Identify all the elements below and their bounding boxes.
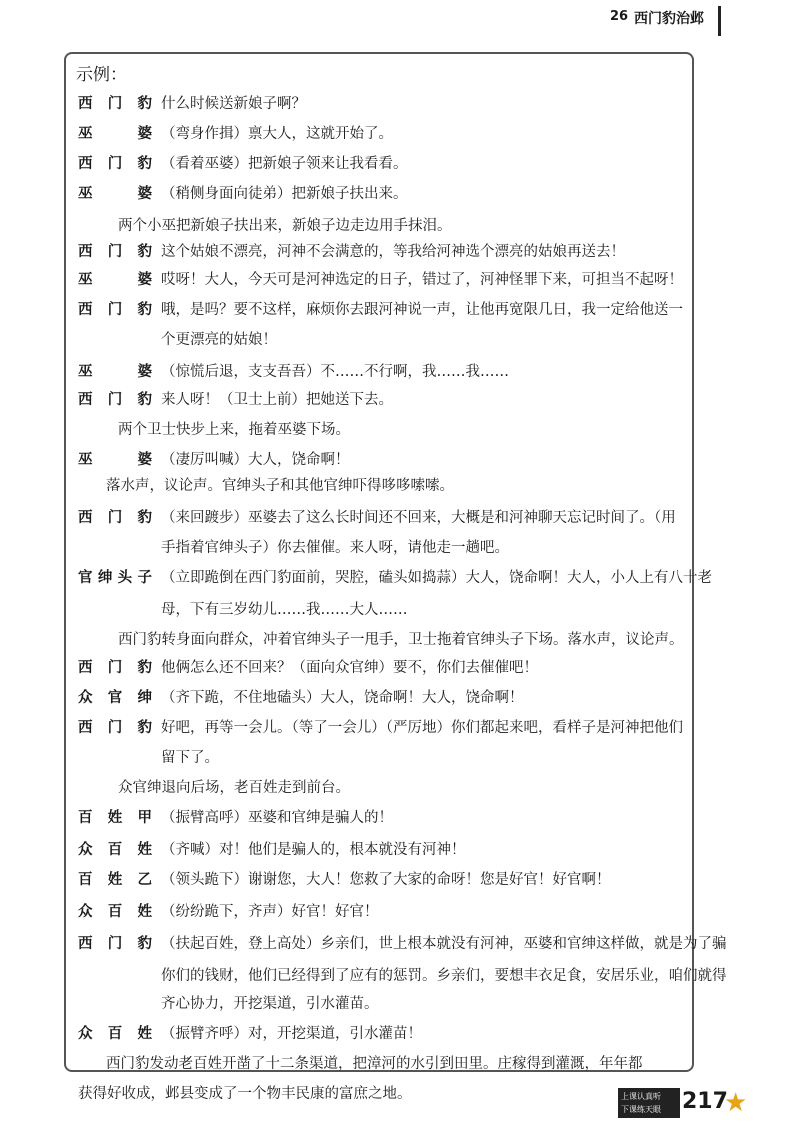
speaker-name: 西 门 豹 bbox=[78, 95, 152, 112]
continuation-text: 母，下有三岁幼儿……我……大人…… bbox=[161, 602, 408, 618]
dialogue-text: （振臂高呼）巫婆和官绅是骗人的！ bbox=[161, 810, 393, 826]
speaker-name: 巫 婆 bbox=[78, 363, 152, 380]
dialogue-text: （弯身作揖）禀大人，这就开始了。 bbox=[161, 126, 393, 142]
page-footer bbox=[618, 1088, 748, 1120]
dialogue-text: （凄厉叫喊）大人，饶命啊！ bbox=[161, 452, 350, 468]
footer-badge-line1: 上课认真听 bbox=[621, 1092, 661, 1101]
dialogue-text: 好吧，再等一会儿。（等了一会儿）（严厉地）你们都起来吧，看样子是河神把他们 bbox=[161, 720, 683, 736]
speaker-name: 西 门 豹 bbox=[78, 301, 152, 318]
speaker-name: 西 门 豹 bbox=[78, 155, 152, 172]
speaker-name: 西 门 豹 bbox=[78, 391, 152, 408]
footer-page-number: 217 bbox=[682, 1089, 728, 1114]
dialogue-text: 这个姑娘不漂亮，河神不会满意的，等我给河神选个漂亮的姑娘再送去！ bbox=[161, 244, 625, 260]
speaker-name: 官 绅 头 子 bbox=[78, 569, 152, 586]
footer-badge bbox=[618, 1088, 680, 1118]
speaker-name: 众 官 绅 bbox=[78, 689, 152, 706]
header-divider bbox=[718, 6, 721, 36]
speaker-name: 巫 婆 bbox=[78, 125, 152, 142]
dialogue-text: （来回踱步）巫婆去了这么长时间还不回来，大概是和河神聊天忘记时间了。（用 bbox=[161, 510, 676, 526]
speaker-name: 巫 婆 bbox=[78, 185, 152, 202]
dialogue-text: （领头跪下）谢谢您，大人！您救了大家的命呀！您是好官！好官啊！ bbox=[161, 872, 611, 888]
continuation-text: 获得好收成，邺县变成了一个物丰民康的富庶之地。 bbox=[78, 1086, 412, 1102]
star-mascot-icon: ★ bbox=[724, 1088, 748, 1118]
speaker-name: 西 门 豹 bbox=[78, 509, 152, 526]
stage-direction: 两个小巫把新娘子扶出来，新娘子边走边用手抹泪。 bbox=[118, 218, 452, 234]
continuation-text: 个更漂亮的姑娘！ bbox=[161, 332, 277, 348]
speaker-name: 西 门 豹 bbox=[78, 935, 152, 952]
dialogue-text: （齐喊）对！他们是骗人的，根本就没有河神！ bbox=[161, 842, 466, 858]
speaker-name: 众 百 姓 bbox=[78, 1025, 152, 1042]
speaker-name: 西 门 豹 bbox=[78, 659, 152, 676]
narration-text: 西门豹发动老百姓开凿了十二条渠道，把漳河的水引到田里。庄稼得到灌溉，年年都 bbox=[106, 1056, 643, 1072]
stage-direction: 西门豹转身面向群众，冲着官绅头子一甩手，卫士拖着官绅头子下场。落水声，议论声。 bbox=[118, 632, 684, 648]
dialogue-text: （纷纷跪下，齐声）好官！好官！ bbox=[161, 904, 379, 920]
speaker-name: 百 姓 甲 bbox=[78, 809, 152, 826]
continuation-text: 你们的钱财，他们已经得到了应有的惩罚。乡亲们，要想丰衣足食，安居乐业，咱们就得 bbox=[161, 968, 727, 984]
dialogue-text: （看着巫婆）把新娘子领来让我看看。 bbox=[161, 156, 408, 172]
dialogue-text: （扶起百姓，登上高处）乡亲们，世上根本就没有河神，巫婆和官绅这样做，就是为了骗 bbox=[161, 936, 727, 952]
dialogue-text: 哎呀！大人，今天可是河神选定的日子，错过了，河神怪罪下来，可担当不起呀！ bbox=[161, 272, 683, 288]
stage-direction: 众官绅退向后场，老百姓走到前台。 bbox=[118, 780, 350, 796]
speaker-name: 众 百 姓 bbox=[78, 841, 152, 858]
dialogue-text: （稍侧身面向徒弟）把新娘子扶出来。 bbox=[161, 186, 408, 202]
dialogue-text: 什么时候送新娘子啊？ bbox=[161, 96, 306, 112]
footer-badge-line2: 下课练天眼 bbox=[621, 1105, 661, 1114]
continuation-text: 齐心协力，开挖渠道，引水灌苗。 bbox=[161, 996, 379, 1012]
speaker-name: 百 姓 乙 bbox=[78, 871, 152, 888]
speaker-name: 众 百 姓 bbox=[78, 903, 152, 920]
dialogue-text: 他俩怎么还不回来？（面向众官绅）要不，你们去催催吧！ bbox=[161, 660, 538, 676]
speaker-name: 巫 婆 bbox=[78, 451, 152, 468]
dialogue-text: 来人呀！（卫士上前）把她送下去。 bbox=[161, 392, 393, 408]
continuation-text: 手指着官绅头子）你去催催。来人呀，请他走一趟吧。 bbox=[161, 540, 509, 556]
example-label: 示例： bbox=[76, 65, 127, 85]
dialogue-text: 哦，是吗？要不这样，麻烦你去跟河神说一声，让他再宽限几日，我一定给他送一 bbox=[161, 302, 683, 318]
dialogue-text: （振臂齐呼）对，开挖渠道，引水灌苗！ bbox=[161, 1026, 422, 1042]
dialogue-text: （立即跪倒在西门豹面前，哭腔，磕头如捣蒜）大人，饶命啊！大人，小人上有八十老 bbox=[161, 570, 712, 586]
narration-text: 落水声，议论声。官绅头子和其他官绅吓得哆哆嗦嗦。 bbox=[106, 478, 454, 494]
speaker-name: 巫 婆 bbox=[78, 271, 152, 288]
speaker-name: 西 门 豹 bbox=[78, 243, 152, 260]
header-title: 西门豹治邺 bbox=[634, 11, 704, 27]
header-page-number: 26 bbox=[610, 9, 629, 24]
speaker-name: 西 门 豹 bbox=[78, 719, 152, 736]
continuation-text: 留下了。 bbox=[161, 750, 219, 766]
dialogue-text: （惊慌后退，支支吾吾）不……不行啊，我……我…… bbox=[161, 364, 509, 380]
page-header bbox=[560, 6, 800, 32]
dialogue-text: （齐下跪，不住地磕头）大人，饶命啊！大人，饶命啊！ bbox=[161, 690, 524, 706]
stage-direction: 两个卫士快步上来，拖着巫婆下场。 bbox=[118, 422, 350, 438]
